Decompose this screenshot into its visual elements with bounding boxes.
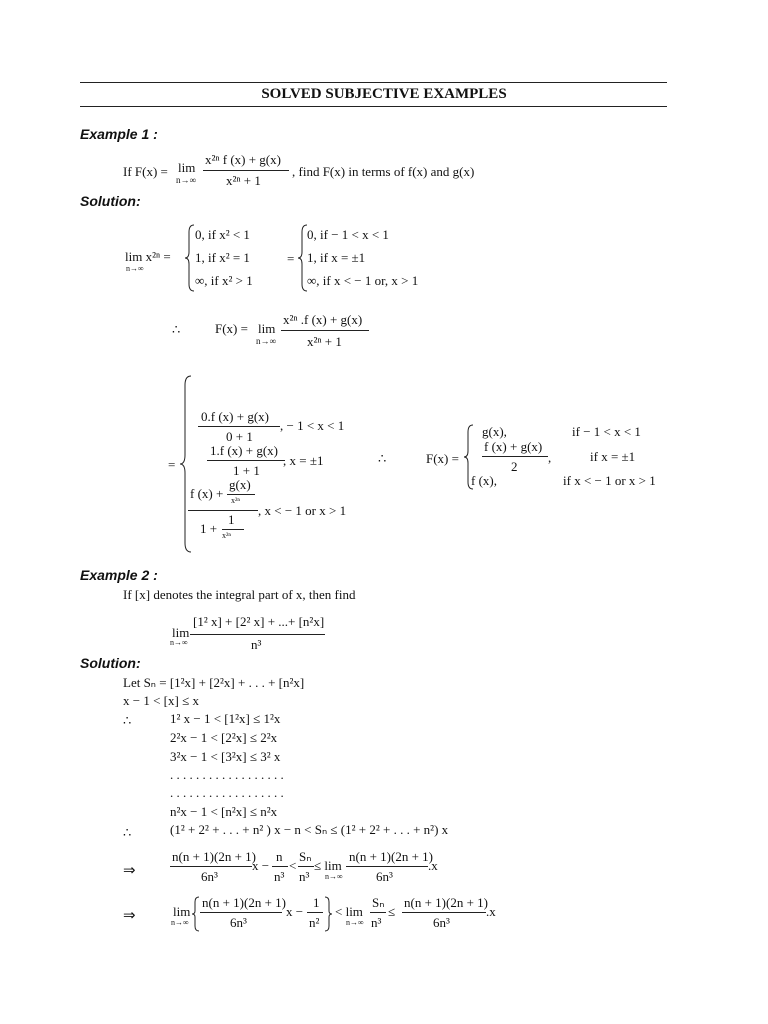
s1-f2-bar [272, 866, 288, 867]
s2-f3-denominator: n³ [371, 915, 382, 930]
row-1-fraction-bar [198, 426, 280, 427]
s2-f2-numerator: 1 [313, 895, 320, 910]
cases-b-row-3: ∞, if x < − 1 or, x > 1 [307, 273, 419, 288]
example-1-heading: Example 1 : [80, 126, 158, 142]
s1-f1-numerator: n(n + 1)(2n + 1) [172, 849, 256, 864]
s1-f2-denominator: n³ [274, 869, 285, 884]
row-3-den-fraction-bar [222, 529, 244, 530]
s2-left-brace [192, 896, 200, 932]
cases-b-row-1: 0, if − 1 < x < 1 [307, 227, 389, 242]
example-1-solution-heading: Solution: [80, 193, 141, 209]
s2-lim: lim [173, 904, 191, 919]
cases-a-row-1: 0, if x² < 1 [195, 227, 250, 242]
row-3-den-denominator: x²ⁿ [222, 531, 231, 540]
example-1-prefix: If F(x) = [123, 164, 168, 179]
example-2-fraction-bar [190, 634, 325, 635]
example-2-numerator: [1² x] + [2² x] + ...+ [n²x] [193, 614, 325, 629]
fx-lim-sub: n→∞ [256, 336, 276, 346]
s1-f3-denominator: n³ [299, 869, 310, 884]
ineq-3: 3²x − 1 < [3²x] ≤ 3² x [170, 749, 281, 764]
therefore-symbol-3: ∴ [123, 713, 132, 728]
s1-f1-bar [170, 866, 252, 867]
example-1-numerator: x²ⁿ f (x) + g(x) [205, 152, 281, 167]
s2-tail: .x [486, 904, 496, 919]
fx-lim: lim [258, 321, 276, 336]
fx2-case-1-cond: if − 1 < x < 1 [572, 424, 641, 439]
s1-f3-bar [298, 866, 314, 867]
s2-f4-bar [402, 912, 486, 913]
cases-a-brace [185, 224, 195, 292]
s2-mid: x − [286, 904, 304, 919]
row-2-fraction-bar [207, 460, 285, 461]
s2-f1-bar [200, 912, 282, 913]
fx2-case-1-expr: g(x), [482, 424, 507, 439]
row-3-condition: , x < − 1 or x > 1 [258, 503, 347, 518]
row-3-inner-fraction-bar [227, 494, 255, 495]
s1-f1-denominator: 6n³ [201, 869, 218, 884]
ineq-dots-2: . . . . . . . . . . . . . . . . . . [170, 785, 284, 800]
s1-f4-denominator: 6n³ [376, 869, 393, 884]
fx2-case-3-expr: f (x), [471, 473, 497, 488]
cases-a-row-2: 1, if x² = 1 [195, 250, 250, 265]
page-title: SOLVED SUBJECTIVE EXAMPLES [261, 86, 507, 102]
s2-lt-lim: < lim [335, 904, 363, 919]
s1-f3-numerator: Sₙ [299, 849, 312, 864]
example-2-lim: lim [172, 625, 190, 640]
s2-f2-denominator: n² [309, 915, 320, 930]
row-1-numerator: 0.f (x) + g(x) [201, 409, 269, 424]
s1-f2-numerator: n [276, 849, 283, 864]
s1-lim-sub: n→∞ [325, 872, 343, 881]
fx2-case-2-denominator: 2 [511, 459, 518, 474]
fx2-case-2-numerator: f (x) + g(x) [484, 439, 543, 454]
implies-1: ⇒ [123, 863, 136, 879]
cases-b-row-2: 1, if x = ±1 [307, 250, 366, 265]
s2-f3-bar [370, 912, 386, 913]
big-cases-brace [180, 375, 192, 553]
row-2-denominator: 1 + 1 [233, 463, 260, 478]
row-3-inner-numerator: g(x) [229, 477, 251, 492]
fx-denominator: x²ⁿ + 1 [307, 334, 342, 349]
example-1-denominator: x²ⁿ + 1 [226, 173, 261, 188]
row-1-denominator: 0 + 1 [226, 429, 253, 444]
therefore-symbol: ∴ [172, 322, 181, 337]
row-3-den-numerator: 1 [228, 512, 235, 527]
ineq-dots-1: . . . . . . . . . . . . . . . . . . [170, 767, 284, 782]
fx2-case-2-fraction-bar [482, 456, 548, 457]
s1-lt: < [289, 858, 297, 873]
s1-le-lim: ≤ lim [314, 858, 342, 873]
ineq-sum: (1² + 2² + . . . + n² ) x − n < Sₙ ≤ (1² + 2² + . . . + n²) x [170, 822, 449, 837]
header-top-rule [80, 82, 667, 83]
example-1-suffix: , find F(x) in terms of f(x) and g(x) [292, 164, 475, 179]
ineq-n: n²x − 1 < [n²x] ≤ n²x [170, 804, 278, 819]
row-3-inner-denominator: x²ⁿ [231, 496, 240, 505]
row-1-condition: , − 1 < x < 1 [280, 418, 345, 433]
s2-f2-bar [307, 912, 323, 913]
s1-tail: .x [428, 858, 438, 873]
therefore-symbol-2: ∴ [378, 451, 387, 466]
fx2-case-2-cond: if x = ±1 [590, 449, 636, 464]
s2-le: ≤ [388, 904, 396, 919]
row-2-numerator: 1.f (x) + g(x) [210, 443, 278, 458]
s2-f3-numerator: Sₙ [372, 895, 385, 910]
fx2-label: F(x) = [426, 451, 459, 466]
row-2-condition: , x = ±1 [283, 453, 324, 468]
fx-fraction-bar [281, 330, 369, 331]
row-3-denominator-a: 1 + [200, 521, 218, 536]
s2-f1-numerator: n(n + 1)(2n + 1) [202, 895, 286, 910]
big-equals: = [168, 457, 176, 472]
row-3-numerator-a: f (x) + [190, 486, 224, 501]
solution-line-2: x − 1 < [x] ≤ x [123, 693, 199, 708]
cases-a-row-3: ∞, if x² > 1 [195, 273, 253, 288]
fx2-case-3-cond: if x < − 1 or x > 1 [563, 473, 656, 488]
example-2-denominator: n³ [251, 637, 262, 652]
row-3-fraction-bar [188, 510, 258, 511]
ineq-1: 1² x − 1 < [1²x] ≤ 1²x [170, 711, 281, 726]
cases-equals: = [287, 251, 295, 266]
implies-2: ⇒ [123, 908, 136, 924]
fx-numerator: x²ⁿ .f (x) + g(x) [283, 312, 363, 327]
s1-mid: x − [252, 858, 270, 873]
fx2-case-2-comma: , [548, 450, 552, 465]
s2-right-brace [324, 896, 332, 932]
header-bottom-rule [80, 106, 667, 107]
lim-x2n-sub: n→∞ [126, 264, 144, 273]
lim-x2n-label: lim x²ⁿ = [125, 249, 171, 264]
example-2-lim-sub: n→∞ [170, 638, 188, 647]
example-1-fraction-bar [203, 170, 289, 171]
s2-lim2-sub: n→∞ [346, 918, 364, 927]
fx-label: F(x) = [215, 321, 248, 336]
example-1-lim-sub: n→∞ [176, 175, 196, 185]
s2-f4-denominator: 6n³ [433, 915, 450, 930]
s1-f4-bar [346, 866, 428, 867]
example-2-statement: If [x] denotes the integral part of x, then find [123, 587, 356, 602]
s1-f4-numerator: n(n + 1)(2n + 1) [349, 849, 433, 864]
therefore-symbol-4: ∴ [123, 825, 132, 840]
example-2-solution-heading: Solution: [80, 655, 141, 671]
example-1-lim: lim [178, 160, 196, 175]
example-2-heading: Example 2 : [80, 567, 158, 583]
s2-f1-denominator: 6n³ [230, 915, 247, 930]
s2-lim-sub: n→∞ [171, 918, 189, 927]
solution-line-1: Let Sₙ = [1²x] + [2²x] + . . . + [n²x] [123, 675, 305, 690]
s2-f4-numerator: n(n + 1)(2n + 1) [404, 895, 488, 910]
ineq-2: 2²x − 1 < [2²x] ≤ 2²x [170, 730, 278, 745]
